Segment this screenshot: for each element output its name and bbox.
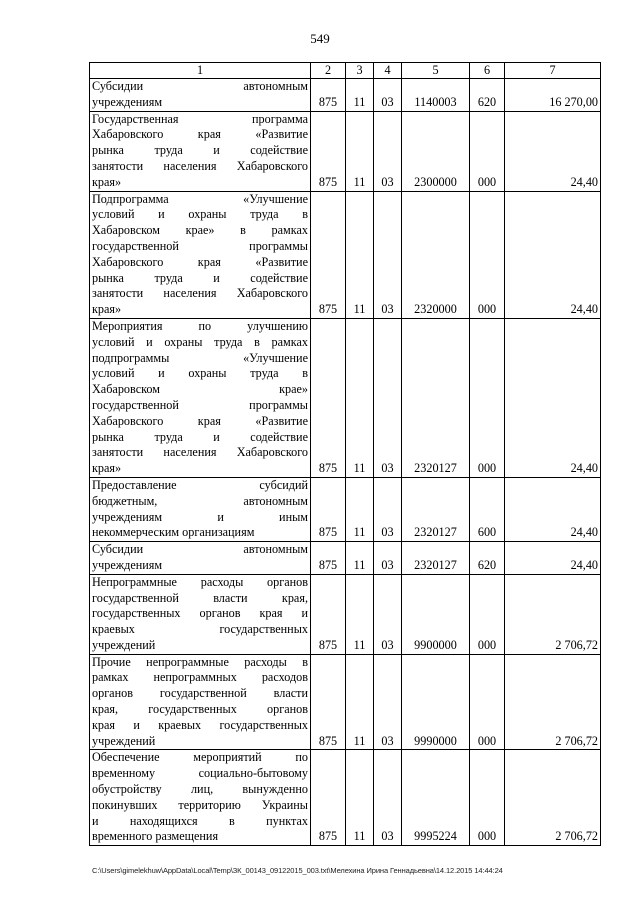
subsection-code-cell: 03 bbox=[374, 111, 402, 191]
expense-name-line: учреждениям bbox=[92, 94, 163, 109]
section-code-cell: 11 bbox=[346, 191, 374, 318]
subsection-code-cell: 03 bbox=[374, 654, 402, 750]
amount-cell: 2 706,72 bbox=[505, 574, 601, 654]
expense-type-cell: 000 bbox=[470, 750, 505, 846]
ministry-code-cell: 875 bbox=[311, 542, 346, 575]
expense-name-line: Подпрограмма «Улучшение bbox=[92, 191, 308, 206]
column-header-5: 5 bbox=[402, 63, 470, 79]
expense-type-cell: 600 bbox=[470, 477, 505, 541]
table-body bbox=[90, 79, 601, 846]
table-header-row bbox=[90, 63, 601, 79]
ministry-code-cell: 875 bbox=[311, 111, 346, 191]
ministry-code-cell: 875 bbox=[311, 79, 346, 112]
subsection-code-cell: 03 bbox=[374, 542, 402, 575]
expense-name-cell bbox=[90, 191, 311, 318]
expense-name-line: государственной власти края, bbox=[92, 590, 308, 605]
expense-name-line: некоммерческим организациям bbox=[92, 525, 255, 540]
table-row bbox=[90, 542, 601, 575]
expense-name-line: государственных органов края и bbox=[92, 606, 308, 621]
section-code-cell: 11 bbox=[346, 477, 374, 541]
ministry-code-cell: 875 bbox=[311, 191, 346, 318]
expense-name-line: органов государственной власти bbox=[92, 686, 308, 701]
subsection-code-cell: 03 bbox=[374, 574, 402, 654]
expense-type-cell: 620 bbox=[470, 542, 505, 575]
expense-name-line: Государственная программа bbox=[92, 111, 308, 126]
expense-name-line: занятости населения Хабаровского bbox=[92, 445, 308, 460]
subsection-code-cell: 03 bbox=[374, 477, 402, 541]
target-article-cell: 2320000 bbox=[402, 191, 470, 318]
target-article-cell: 2320127 bbox=[402, 542, 470, 575]
expense-name-line: и находящихся в пунктах bbox=[92, 813, 308, 828]
expense-name-line: временного размещения bbox=[92, 829, 219, 844]
expense-name-line: обустройству лиц, вынужденно bbox=[92, 782, 308, 797]
table-row bbox=[90, 477, 601, 541]
expense-type-cell: 000 bbox=[470, 654, 505, 750]
expense-name-line: Непрограммные расходы органов bbox=[92, 574, 308, 589]
expense-name-line: Мероприятия по улучшению bbox=[92, 318, 308, 333]
target-article-cell: 9900000 bbox=[402, 574, 470, 654]
column-header-2: 2 bbox=[311, 63, 346, 79]
ministry-code-cell: 875 bbox=[311, 654, 346, 750]
expense-name-line: Субсидии автономным bbox=[92, 79, 308, 93]
table-row bbox=[90, 191, 601, 318]
section-code-cell: 11 bbox=[346, 318, 374, 477]
expense-type-cell: 620 bbox=[470, 79, 505, 112]
section-code-cell: 11 bbox=[346, 111, 374, 191]
section-code-cell: 11 bbox=[346, 574, 374, 654]
expense-name-cell bbox=[90, 111, 311, 191]
expense-name-line: учреждений bbox=[92, 637, 156, 652]
expense-type-cell: 000 bbox=[470, 574, 505, 654]
expense-name-line: бюджетным, автономным bbox=[92, 493, 308, 508]
expense-name-line: условий и охраны труда в bbox=[92, 207, 308, 222]
column-header-6: 6 bbox=[470, 63, 505, 79]
expense-name-line: Хабаровского края «Развитие bbox=[92, 127, 308, 142]
section-code-cell: 11 bbox=[346, 654, 374, 750]
target-article-cell: 2320127 bbox=[402, 477, 470, 541]
expense-name-line: Хабаровском крае» в рамках bbox=[92, 223, 308, 238]
target-article-cell: 9990000 bbox=[402, 654, 470, 750]
expense-name-line: занятости населения Хабаровского bbox=[92, 286, 308, 301]
subsection-code-cell: 03 bbox=[374, 79, 402, 112]
amount-cell: 24,40 bbox=[505, 191, 601, 318]
table-row bbox=[90, 574, 601, 654]
column-header-7: 7 bbox=[505, 63, 601, 79]
column-header-1: 1 bbox=[90, 63, 311, 79]
table-row bbox=[90, 111, 601, 191]
ministry-code-cell: 875 bbox=[311, 477, 346, 541]
expense-name-line: Предоставление субсидий bbox=[92, 477, 308, 492]
expense-name-line: рынка труда и содействие bbox=[92, 270, 308, 285]
ministry-code-cell: 875 bbox=[311, 574, 346, 654]
section-code-cell: 11 bbox=[346, 750, 374, 846]
expense-type-cell: 000 bbox=[470, 191, 505, 318]
amount-cell: 24,40 bbox=[505, 477, 601, 541]
column-header-4: 4 bbox=[374, 63, 402, 79]
amount-cell: 24,40 bbox=[505, 542, 601, 575]
expense-name-line: Субсидии автономным bbox=[92, 542, 308, 557]
subsection-code-cell: 03 bbox=[374, 318, 402, 477]
expense-name-line: учреждениям и иным bbox=[92, 509, 308, 524]
expense-name-line: учреждений bbox=[92, 733, 156, 748]
subsection-code-cell: 03 bbox=[374, 191, 402, 318]
amount-cell: 16 270,00 bbox=[505, 79, 601, 112]
table-row bbox=[90, 79, 601, 112]
ministry-code-cell: 875 bbox=[311, 750, 346, 846]
target-article-cell: 2300000 bbox=[402, 111, 470, 191]
expense-name-line: Хабаровского края «Развитие bbox=[92, 254, 308, 269]
file-path-footer: C:\Users\gimelekhuw\AppData\Local\Temp\ЗК_00143_09122015_003.txt\Мелехина Ирина Геннадьевна\14.12.2015 14:44:24 bbox=[92, 866, 503, 875]
table-row bbox=[90, 654, 601, 750]
page-number: 549 bbox=[310, 31, 330, 46]
target-article-cell: 1140003 bbox=[402, 79, 470, 112]
expense-name-line: Прочие непрограммные расходы в bbox=[92, 654, 308, 669]
table-row bbox=[90, 750, 601, 846]
expense-name-line: временному социально-бытовому bbox=[92, 766, 308, 781]
amount-cell: 24,40 bbox=[505, 318, 601, 477]
expense-name-line: Хабаровского края «Развитие bbox=[92, 413, 308, 428]
ministry-code-cell: 875 bbox=[311, 318, 346, 477]
expense-name-line: Хабаровском крае» bbox=[92, 382, 308, 397]
section-code-cell: 11 bbox=[346, 79, 374, 112]
amount-cell: 2 706,72 bbox=[505, 750, 601, 846]
expense-name-cell bbox=[90, 542, 311, 575]
expense-type-cell: 000 bbox=[470, 318, 505, 477]
expense-name-line: Обеспечение мероприятий по bbox=[92, 750, 308, 765]
expense-name-cell bbox=[90, 477, 311, 541]
expense-name-line: края» bbox=[92, 302, 122, 317]
expense-name-line: занятости населения Хабаровского bbox=[92, 158, 308, 173]
amount-cell: 2 706,72 bbox=[505, 654, 601, 750]
expense-name-line: условий и охраны труда в bbox=[92, 366, 308, 381]
column-header-3: 3 bbox=[346, 63, 374, 79]
expense-type-cell: 000 bbox=[470, 111, 505, 191]
expense-name-line: государственной программы bbox=[92, 397, 308, 412]
table-row bbox=[90, 318, 601, 477]
amount-cell: 24,40 bbox=[505, 111, 601, 191]
expense-name-line: края» bbox=[92, 174, 122, 189]
expense-name-cell bbox=[90, 318, 311, 477]
expense-name-line: подпрограммы «Улучшение bbox=[92, 350, 308, 365]
expense-name-cell bbox=[90, 574, 311, 654]
target-article-cell: 9995224 bbox=[402, 750, 470, 846]
expense-name-line: рынка труда и содействие bbox=[92, 429, 308, 444]
expense-name-cell bbox=[90, 750, 311, 846]
expense-name-cell bbox=[90, 79, 311, 112]
expense-name-line: рамках непрограммных расходов bbox=[92, 670, 308, 685]
expense-name-line: государственной программы bbox=[92, 238, 308, 253]
expense-name-line: края» bbox=[92, 461, 122, 476]
budget-table bbox=[89, 62, 601, 846]
expense-name-line: покинувших территорию Украины bbox=[92, 797, 308, 812]
expense-name-line: краевых государственных bbox=[92, 622, 308, 637]
expense-name-line: условий и охраны труда в рамках bbox=[92, 334, 308, 349]
expense-name-cell bbox=[90, 654, 311, 750]
expense-name-line: края, государственных органов bbox=[92, 702, 308, 717]
subsection-code-cell: 03 bbox=[374, 750, 402, 846]
expense-name-line: края и краевых государственных bbox=[92, 717, 308, 732]
expense-name-line: рынка труда и содействие bbox=[92, 143, 308, 158]
target-article-cell: 2320127 bbox=[402, 318, 470, 477]
expense-name-line: учреждениям bbox=[92, 557, 163, 572]
section-code-cell: 11 bbox=[346, 542, 374, 575]
